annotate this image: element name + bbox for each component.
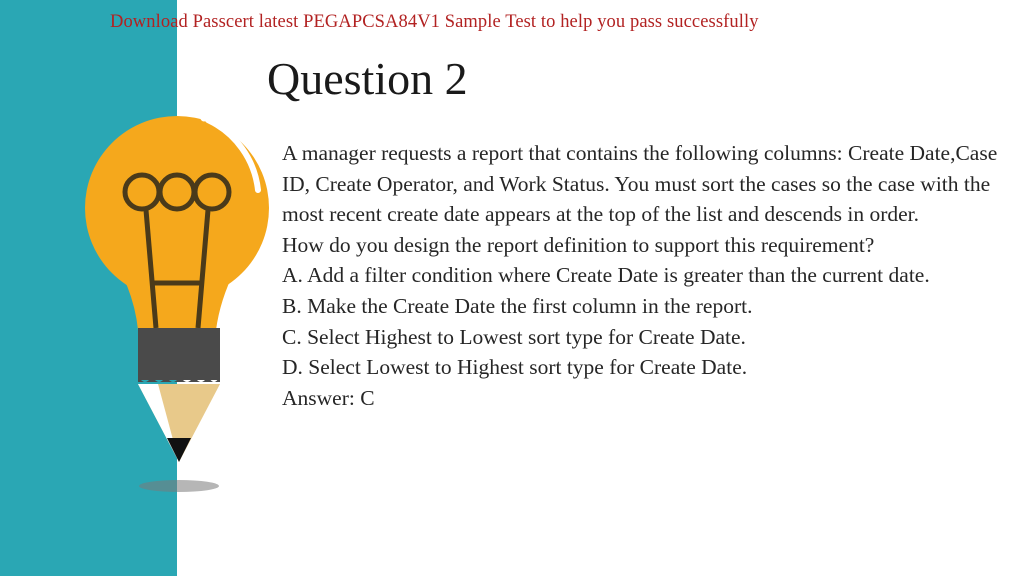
option-b: B. Make the Create Date the first column in the report. — [282, 293, 753, 318]
lightbulb-pencil-icon — [80, 100, 280, 500]
download-banner: Download Passcert latest PEGAPCSA84V1 Sample Test to help you pass successfully — [110, 12, 759, 32]
question-content — [282, 138, 1012, 413]
option-d: D. Select Lowest to Highest sort type for Create Date. — [282, 355, 748, 380]
option-c: C. Select Highest to Lowest sort type for Create Date. — [282, 324, 746, 349]
question-prompt: How do you design the report definition to support this requirement? — [282, 232, 875, 257]
option-a: A. Add a filter condition where Create Date is greater than the current date. — [282, 263, 930, 288]
question-stem: A manager requests a report that contains the following columns: Create Date,Case ID, Create Operator, and Work Status. You must sort the cases so the case with the most recent create date appears at the top of the list and descends in order. — [282, 141, 998, 227]
question-title: Question 2 — [267, 53, 468, 104]
answer-text: Answer: C — [282, 385, 375, 410]
